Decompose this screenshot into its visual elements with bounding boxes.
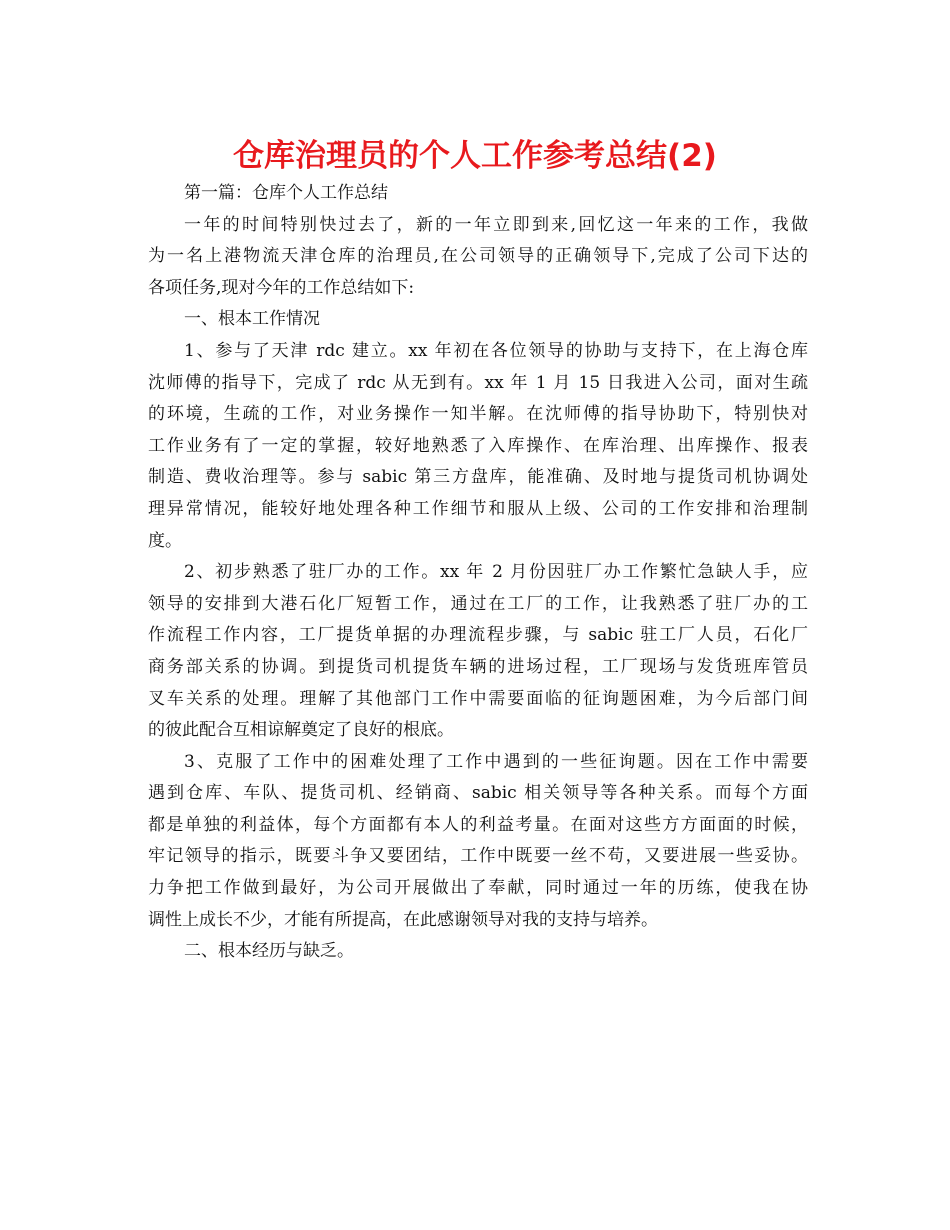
paragraph-line: 为一名上港物流天津仓库的治理员,在公司领导的正确领导下,完成了公司下达的	[148, 246, 808, 267]
paragraph-line: 第一篇：仓库个人工作总结	[184, 183, 388, 203]
paragraph-line: 都是单独的利益体，每个方面都有本人的利益考量。在面对这些方方面面的时候，	[148, 814, 808, 835]
document-body	[148, 178, 808, 968]
document-title: 仓库治理员的个人工作参考总结(2)	[233, 138, 717, 174]
paragraph-line: 的环境，生疏的工作，对业务操作一知半解。在沈师傅的指导协助下，特别快对	[148, 404, 808, 425]
paragraph-line: 沈师傅的指导下，完成了 rdc 从无到有。xx 年 1 月 15 日我进入公司，面对生疏	[148, 372, 808, 393]
paragraph-line: 理异常情况，能较好地处理各种工作细节和服从上级、公司的工作安排和治理制	[148, 498, 808, 519]
paragraph-line: 2、初步熟悉了驻厂办的工作。xx 年 2 月份因驻厂办工作繁忙急缺人手，应	[184, 562, 808, 583]
paragraph-line: 工作业务有了一定的掌握，较好地熟悉了入库操作、在库治理、出库操作、报表	[148, 435, 808, 456]
paragraph-line: 二、根本经历与缺乏。	[184, 941, 354, 962]
paragraph-line: 制造、费收治理等。参与 sabic 第三方盘库，能准确、及时地与提货司机协调处	[148, 467, 808, 488]
paragraph-line: 力争把工作做到最好，为公司开展做出了奉献，同时通过一年的历练，使我在协	[148, 878, 808, 899]
paragraph-line: 度。	[148, 530, 182, 551]
paragraph-line: 牢记领导的指示，既要斗争又要团结，工作中既要一丝不苟，又要进展一些妥协。	[148, 846, 808, 867]
paragraph-line: 叉车关系的处理。理解了其他部门工作中需要面临的征询题困难，为今后部门间	[148, 688, 808, 709]
paragraph-line: 一年的时间特别快过去了，新的一年立即到来,回忆这一年来的工作，我做	[184, 214, 808, 235]
paragraph-line: 1、参与了天津 rdc 建立。xx 年初在各位领导的协助与支持下，在上海仓库	[184, 340, 808, 361]
paragraph-line: 领导的安排到大港石化厂短暂工作，通过在工厂的工作，让我熟悉了驻厂办的工	[148, 593, 808, 614]
paragraph-line: 各项任务,现对今年的工作总结如下:	[148, 277, 415, 298]
paragraph-line: 遇到仓库、车队、提货司机、经销商、sabic 相关领导等各种关系。而每个方面	[148, 783, 808, 804]
paragraph-line: 商务部关系的协调。到提货司机提货车辆的进场过程，工厂现场与发货班库管员	[148, 656, 808, 677]
paragraph-line: 作流程工作内容，工厂提货单据的办理流程步骤，与 sabic 驻工厂人员，石化厂	[148, 625, 808, 646]
paragraph-line: 的彼此配合互相谅解奠定了良好的根底。	[148, 720, 454, 741]
paragraph-line: 3、克服了工作中的困难处理了工作中遇到的一些征询题。因在工作中需要	[184, 751, 808, 772]
paragraph-line: 调性上成长不少，才能有所提高，在此感谢领导对我的支持与培养。	[148, 909, 658, 930]
paragraph-line: 一、根本工作情况	[184, 309, 320, 330]
